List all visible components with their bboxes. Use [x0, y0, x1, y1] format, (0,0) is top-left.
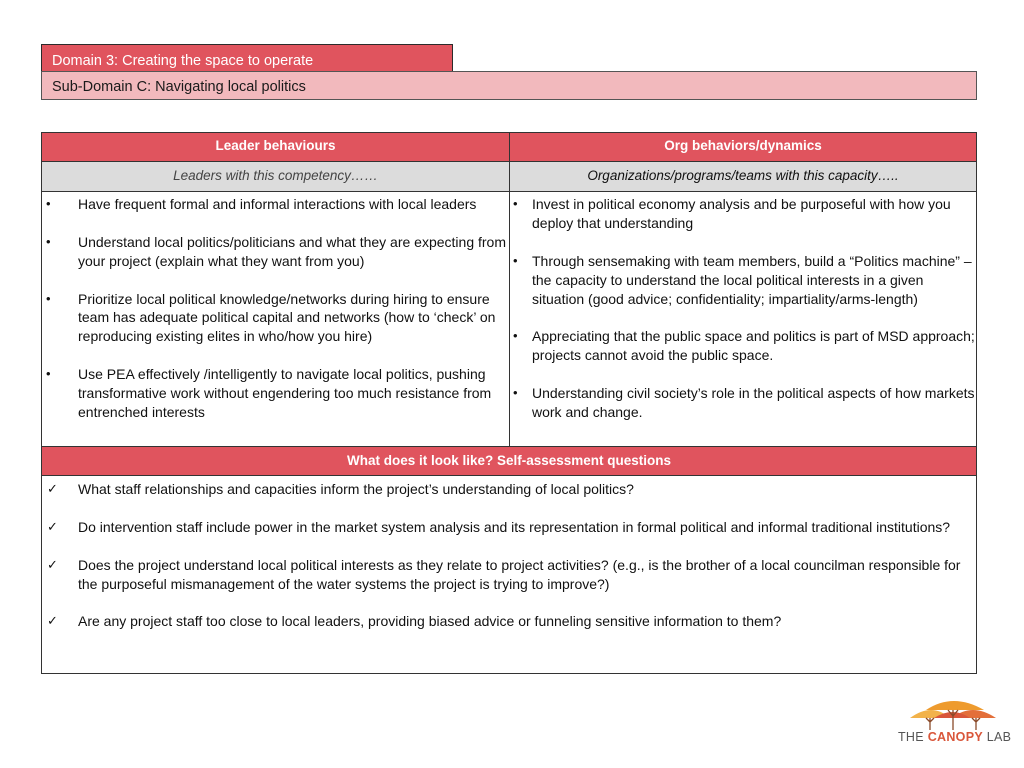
question-text: Are any project staff too close to local leaders, providing biased advice or funneling sensitive information to them?	[78, 613, 782, 630]
leader-item-text: Understand local politics/politicians and what they are expecting from your project (explain what they want from you)	[78, 233, 507, 269]
competency-table	[41, 132, 977, 674]
self-assessment-header: What does it look like? Self-assessment questions	[42, 446, 976, 476]
list-item	[510, 252, 976, 309]
checkmark-icon: ✓	[47, 556, 58, 572]
list-item	[510, 195, 976, 233]
org-item-text: Invest in political economy analysis and be purposeful with how you deploy that understanding	[532, 196, 951, 231]
org-subheader: Organizations/programs/teams with this capacity…..	[587, 168, 899, 183]
bullet-icon: •	[513, 252, 518, 268]
question-item	[42, 556, 976, 594]
self-assessment-questions	[42, 480, 976, 650]
domain-title: Domain 3: Creating the space to operate	[41, 44, 453, 72]
org-behaviors-header: Org behaviors/dynamics	[664, 138, 822, 153]
checkmark-icon: ✓	[47, 518, 58, 534]
leader-behaviours-list	[42, 195, 508, 441]
list-item	[510, 327, 976, 365]
bullet-icon: •	[46, 233, 51, 249]
leader-subheader: Leaders with this competency……	[173, 168, 378, 183]
leader-item-text: Prioritize local political knowledge/networks during hiring to ensure team has adequate political capital and networks (how to ‘check’ on reproducing existing elites in who/how you hire)	[78, 290, 496, 345]
leader-behaviours-header: Leader behaviours	[215, 138, 336, 153]
bullet-icon: •	[46, 196, 51, 211]
org-behaviors-list	[510, 195, 976, 441]
bullet-icon: •	[46, 366, 51, 382]
bullet-icon: •	[513, 385, 518, 401]
bullet-icon: •	[513, 328, 518, 344]
list-item	[510, 384, 976, 422]
canopy-lab-logo	[898, 696, 1012, 748]
bullet-icon: •	[46, 290, 51, 306]
org-item-text: Appreciating that the public space and politics is part of MSD approach; projects cannot avoid the public space.	[532, 328, 975, 364]
question-text: Does the project understand local political interests as they relate to project activities? (e.g., is the brother of a local councilman responsible for the purposeful mismanagement of the water systems the project is trying to improve?)	[78, 556, 961, 592]
logo-word-lab: LAB	[986, 730, 1012, 744]
checkmark-icon: ✓	[47, 481, 58, 496]
org-item-text: Through sensemaking with team members, build a “Politics machine” – the capacity to understand the local political interests in a given situation (good advice; confidentiality; impartiality/arms-length)	[532, 252, 972, 307]
list-item	[42, 233, 508, 271]
logo-wordmark	[898, 730, 1012, 744]
question-item	[42, 612, 976, 631]
list-item	[42, 290, 508, 347]
canopy-trees-icon	[908, 696, 1000, 730]
list-item	[42, 195, 508, 214]
leader-item-text: Use PEA effectively /intelligently to navigate local politics, pushing transformative work without engendering too much resistance from entrenched interests	[78, 366, 492, 420]
question-item	[42, 480, 976, 499]
question-text: What staff relationships and capacities inform the project’s understanding of local politics?	[78, 481, 634, 497]
subdomain-title: Sub-Domain C: Navigating local politics	[41, 71, 977, 100]
org-item-text: Understanding civil society’s role in the political aspects of how markets work and change.	[532, 385, 975, 420]
logo-word-the: THE	[898, 730, 924, 744]
question-text: Do intervention staff include power in the market system analysis and its representation in formal political and informal traditional institutions?	[78, 518, 951, 535]
bullet-icon: •	[513, 196, 518, 211]
logo-word-canopy: CANOPY	[927, 730, 983, 744]
checkmark-icon: ✓	[47, 613, 58, 629]
leader-item-text: Have frequent formal and informal interactions with local leaders	[78, 196, 477, 212]
list-item	[42, 365, 508, 422]
question-item	[42, 518, 976, 537]
